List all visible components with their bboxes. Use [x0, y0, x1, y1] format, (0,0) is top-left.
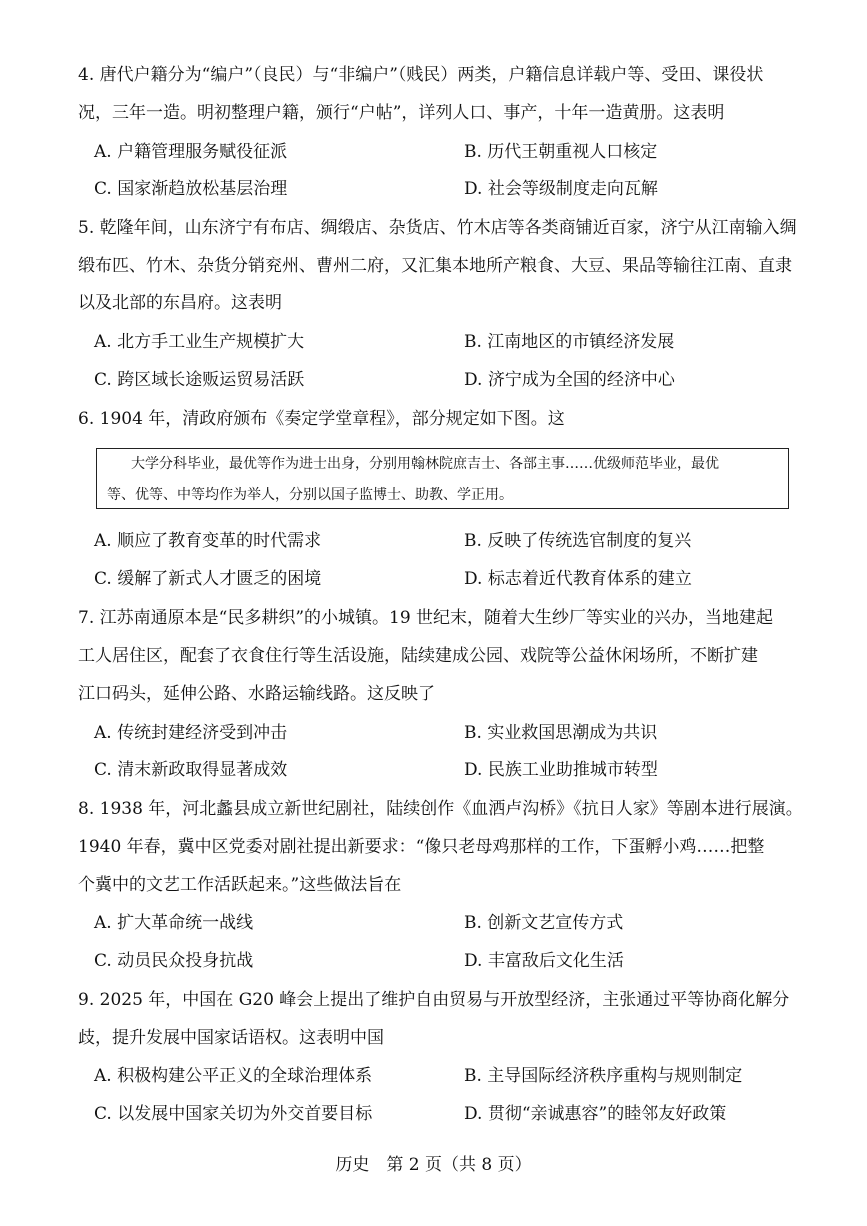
- question-stem-line: 以及北部的东昌府。这表明: [78, 293, 282, 313]
- option-c[interactable]: C. 跨区域长途贩运贸易活跃: [94, 370, 305, 390]
- question-stem-line: 1940 年春，冀中区党委对剧社提出新要求：“像只老母鸡那样的工作，下蛋孵小鸡……把整: [78, 837, 765, 857]
- option-d[interactable]: D. 济宁成为全国的经济中心: [464, 370, 675, 390]
- option-b[interactable]: B. 历代王朝重视人口核定: [464, 142, 658, 162]
- question-stem-line: 个冀中的文艺工作活跃起来。”这些做法旨在: [78, 875, 402, 895]
- question-stem-line: 9. 2025 年，中国在 G20 峰会上提出了维护自由贸易与开放型经济，主张通过平等协商化解分: [78, 990, 790, 1010]
- page-footer: 历史 第 2 页（共 8 页）: [335, 1155, 532, 1175]
- question-stem-line: 8. 1938 年，河北蠡县成立新世纪剧社，陆续创作《血洒卢沟桥》《抗日人家》等剧本进行展演。: [78, 799, 803, 819]
- question-stem-line: 6. 1904 年，清政府颁布《奏定学堂章程》，部分规定如下图。这: [78, 409, 565, 429]
- option-b[interactable]: B. 江南地区的市镇经济发展: [464, 332, 675, 352]
- question-stem-line: 缎布匹、竹木、杂货分销兖州、曹州二府，又汇集本地所产粮食、大豆、果品等输往江南、直隶: [78, 256, 792, 276]
- question-stem-line: 歧，提升发展中国家话语权。这表明中国: [78, 1028, 384, 1048]
- option-a[interactable]: A. 积极构建公平正义的全球治理体系: [94, 1066, 373, 1086]
- quoted-text-line: 等、优等、中等均作为举人，分别以国子监博士、助教、学正用。: [107, 487, 513, 503]
- option-b[interactable]: B. 创新文艺宣传方式: [464, 913, 624, 933]
- option-d[interactable]: D. 民族工业助推城市转型: [464, 760, 658, 780]
- option-d[interactable]: D. 标志着近代教育体系的建立: [464, 569, 692, 589]
- question-stem-line: 江口码头，延伸公路、水路运输线路。这反映了: [78, 684, 435, 704]
- question-stem-line: 4. 唐代户籍分为“编户”（良民）与“非编户”（贱民）两类，户籍信息详载户等、受田、课役状: [78, 65, 764, 85]
- option-d[interactable]: D. 丰富敌后文化生活: [464, 951, 624, 971]
- question-stem-line: 5. 乾隆年间，山东济宁有布店、绸缎店、杂货店、竹木店等各类商铺近百家，济宁从江南输入绸: [78, 218, 797, 238]
- option-a[interactable]: A. 扩大革命统一战线: [94, 913, 254, 933]
- option-c[interactable]: C. 清末新政取得显著成效: [94, 760, 288, 780]
- option-c[interactable]: C. 缓解了新式人才匮乏的困境: [94, 569, 322, 589]
- option-b[interactable]: B. 反映了传统选官制度的复兴: [464, 531, 692, 551]
- option-d[interactable]: D. 贯彻“亲诚惠容”的睦邻友好政策: [464, 1104, 727, 1124]
- option-b[interactable]: B. 实业救国思潮成为共识: [464, 723, 658, 743]
- quoted-regulation-box: [96, 448, 789, 509]
- question-stem-line: 况，三年一造。明初整理户籍，颁行“户帖”，详列人口、事产，十年一造黄册。这表明: [78, 103, 725, 123]
- option-a[interactable]: A. 户籍管理服务赋役征派: [94, 142, 288, 162]
- option-c[interactable]: C. 国家渐趋放松基层治理: [94, 179, 288, 199]
- option-b[interactable]: B. 主导国际经济秩序重构与规则制定: [464, 1066, 743, 1086]
- option-d[interactable]: D. 社会等级制度走向瓦解: [464, 179, 658, 199]
- question-stem-line: 7. 江苏南通原本是“民多耕织”的小城镇。19 世纪末，随着大生纱厂等实业的兴办，当地建起: [78, 608, 774, 628]
- option-a[interactable]: A. 顺应了教育变革的时代需求: [94, 531, 322, 551]
- option-a[interactable]: A. 北方手工业生产规模扩大: [94, 332, 305, 352]
- option-a[interactable]: A. 传统封建经济受到冲击: [94, 723, 288, 743]
- question-stem-line: 工人居住区，配套了衣食住行等生活设施，陆续建成公园、戏院等公益休闲场所，不断扩建: [78, 646, 758, 666]
- option-c[interactable]: C. 以发展中国家关切为外交首要目标: [94, 1104, 373, 1124]
- option-c[interactable]: C. 动员民众投身抗战: [94, 951, 254, 971]
- quoted-text-line: 大学分科毕业，最优等作为进士出身，分别用翰林院庶吉士、各部主事……优级师范毕业，最优: [131, 456, 719, 472]
